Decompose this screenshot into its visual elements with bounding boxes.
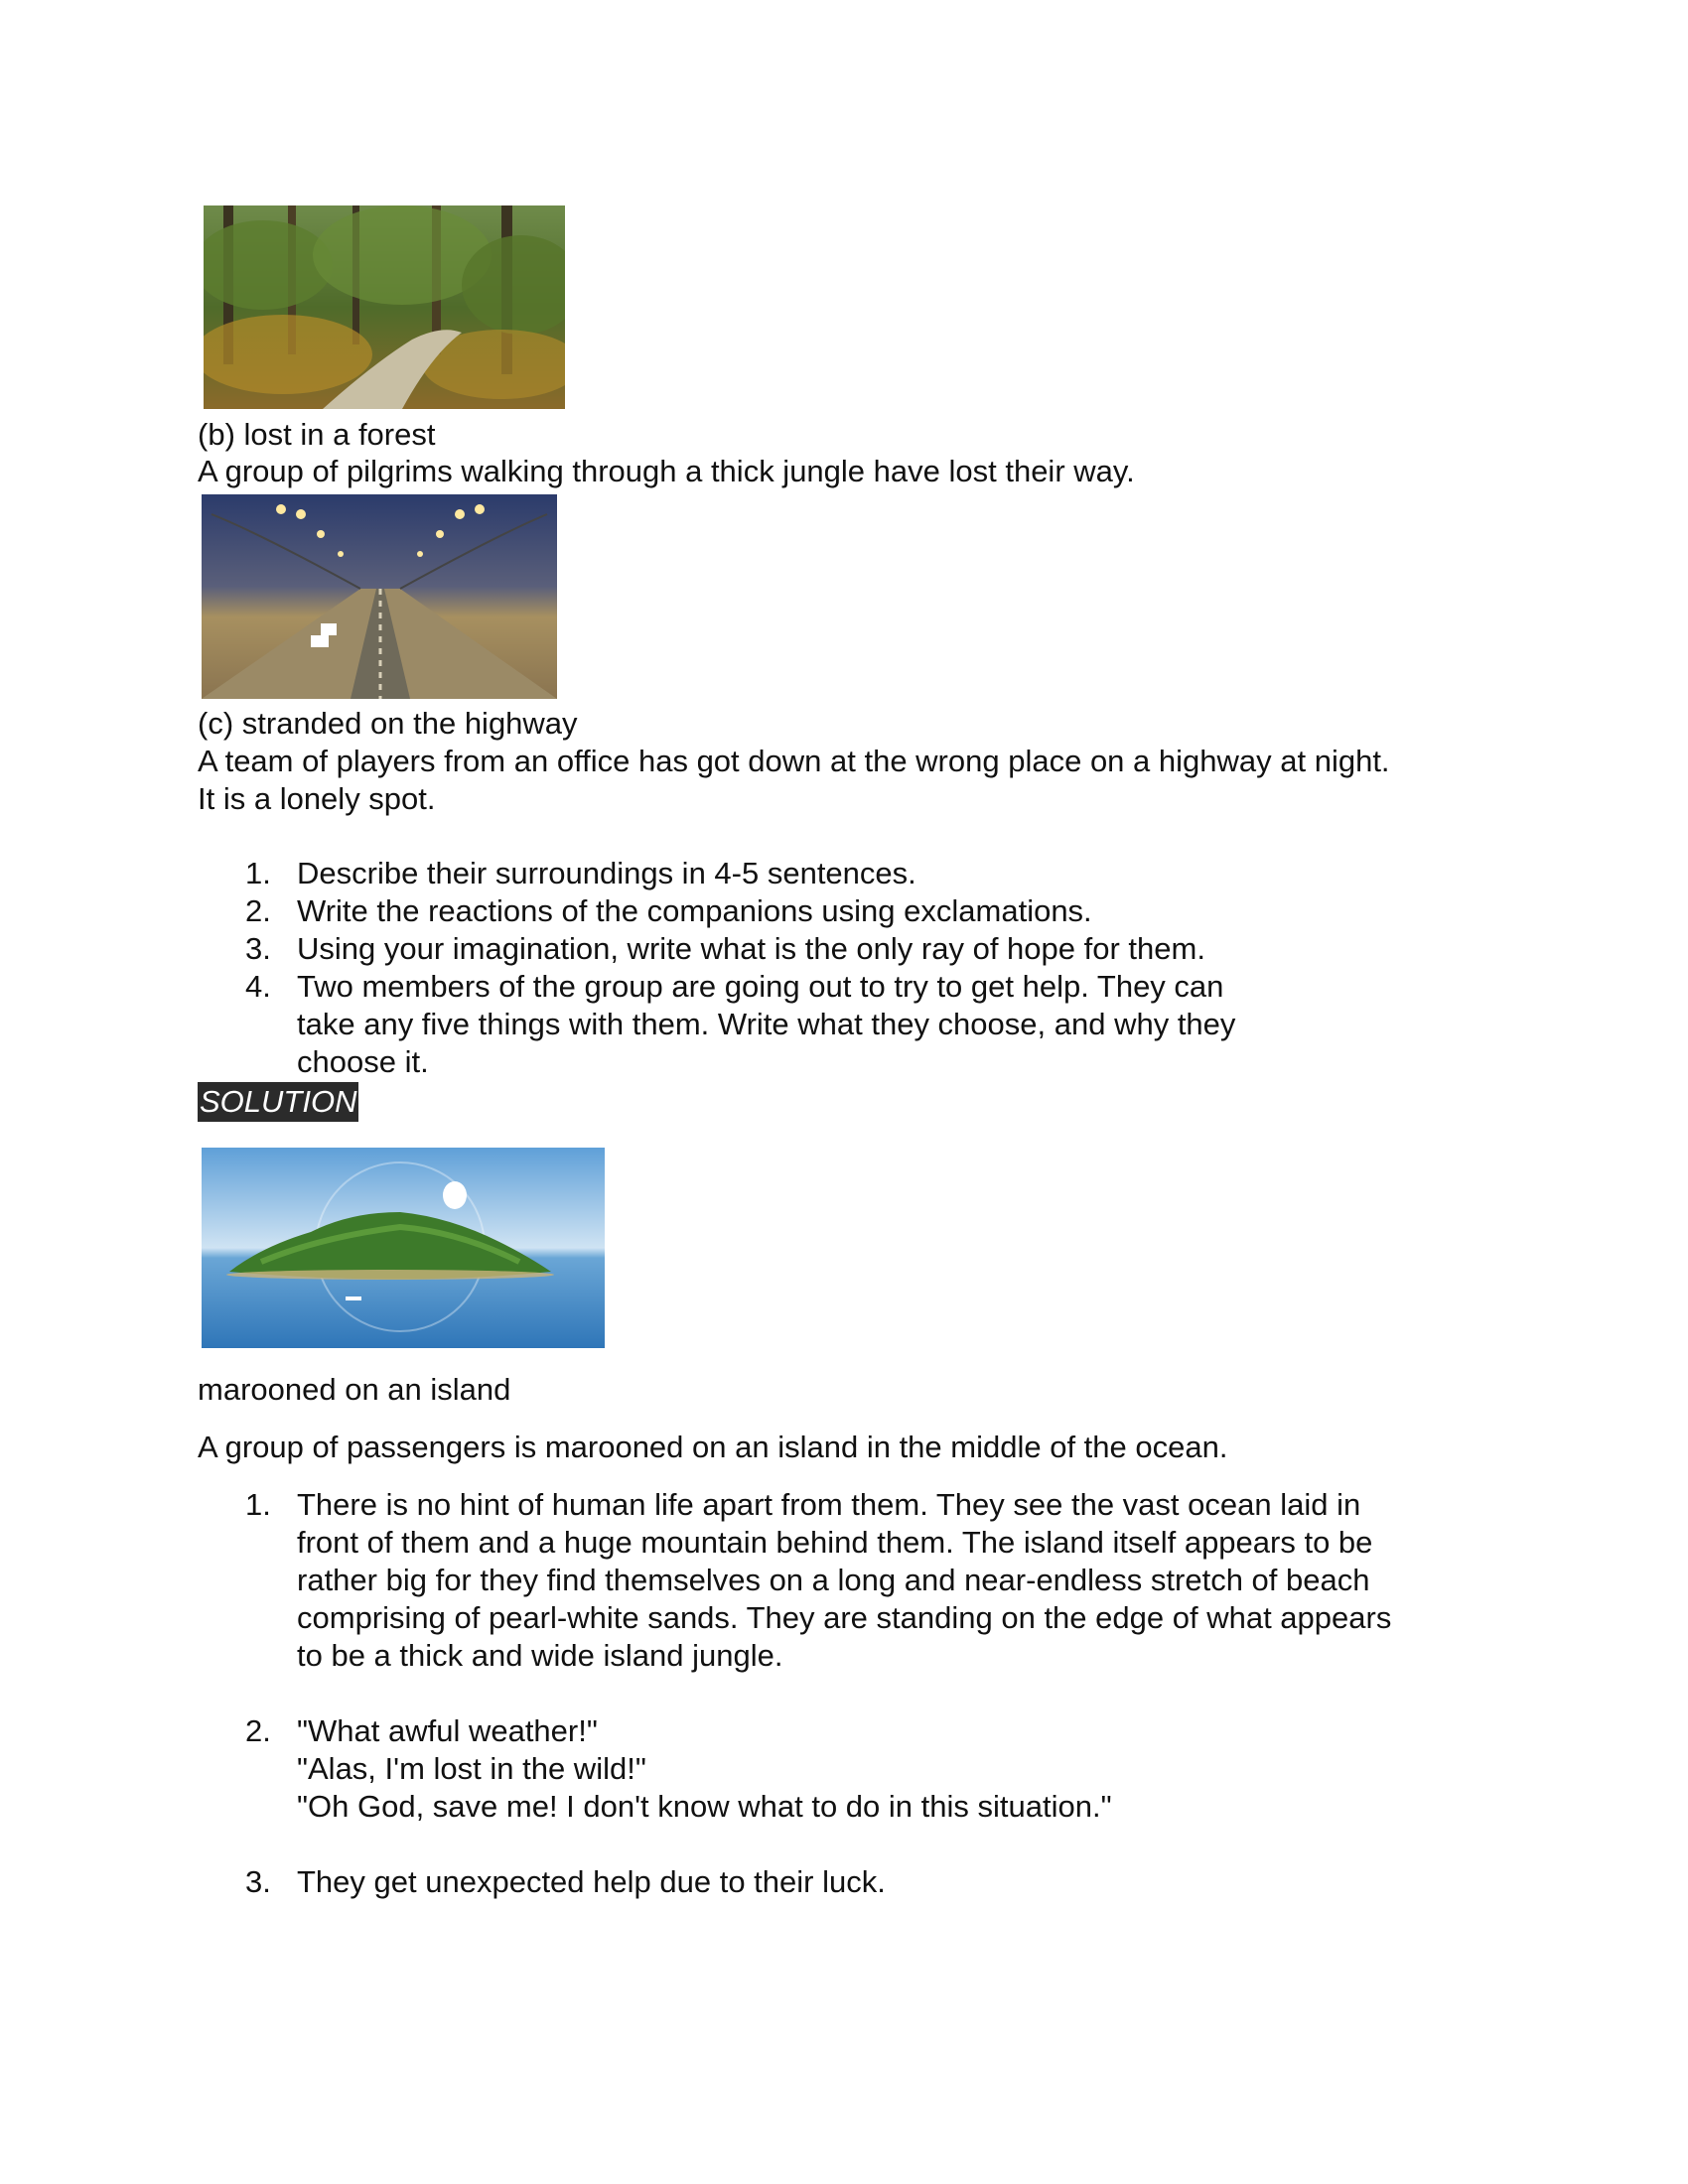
list-number: 1. — [245, 856, 271, 890]
forest-description: A group of pilgrims walking through a thick jungle have lost their way. — [198, 454, 1135, 488]
answer-line: comprising of pearl-white sands. They are standing on the edge of what appears — [297, 1600, 1392, 1635]
list-number: 1. — [245, 1487, 271, 1522]
island-caption: marooned on an island — [198, 1372, 511, 1407]
list-text: Using your imagination, write what is the only ray of hope for them. — [297, 931, 1205, 966]
answer-line: front of them and a huge mountain behind them. The island itself appears to be — [297, 1525, 1373, 1560]
island-description: A group of passengers is marooned on an island in the middle of the ocean. — [198, 1430, 1228, 1464]
highway-description-line-2: It is a lonely spot. — [198, 781, 436, 816]
forest-path-photo — [204, 205, 565, 409]
answer-line: "Alas, I'm lost in the wild!" — [297, 1751, 646, 1786]
island-photo — [202, 1148, 605, 1348]
highway-description-line-1: A team of players from an office has got down at the wrong place on a highway at night. — [198, 744, 1390, 778]
answer-line: "Oh God, save me! I don't know what to do in this situation." — [297, 1789, 1112, 1824]
answer-line: They get unexpected help due to their luck. — [297, 1864, 886, 1899]
list-text: Describe their surroundings in 4-5 sentences. — [297, 856, 916, 890]
list-number: 2. — [245, 893, 271, 928]
answer-line: to be a thick and wide island jungle. — [297, 1638, 783, 1673]
answer-line: rather big for they find themselves on a long and near-endless stretch of beach — [297, 1563, 1370, 1597]
list-number: 3. — [245, 1864, 271, 1899]
answer-line: There is no hint of human life apart from them. They see the vast ocean laid in — [297, 1487, 1361, 1522]
list-item — [198, 968, 1488, 1081]
list-item — [198, 855, 1488, 892]
list-item — [198, 1863, 1488, 1901]
list-item — [198, 1486, 1488, 1675]
highway-night-photo — [202, 494, 557, 699]
list-item — [198, 892, 1488, 930]
answer-list — [198, 1486, 1488, 1901]
list-number: 2. — [245, 1713, 271, 1748]
list-number: 4. — [245, 969, 271, 1004]
list-number: 3. — [245, 931, 271, 966]
solution-label: SOLUTION — [198, 1082, 358, 1122]
task-list — [198, 855, 1488, 1081]
list-item — [198, 1712, 1488, 1826]
list-item — [198, 930, 1488, 968]
answer-line: "What awful weather!" — [297, 1713, 598, 1748]
highway-caption: (c) stranded on the highway — [198, 706, 578, 741]
list-text: Write the reactions of the companions using exclamations. — [297, 893, 1092, 928]
forest-caption: (b) lost in a forest — [198, 417, 436, 452]
list-text: Two members of the group are going out to try to get help. They can take any five things with them. Write what they choose, and why they choose it. — [297, 969, 1236, 1079]
